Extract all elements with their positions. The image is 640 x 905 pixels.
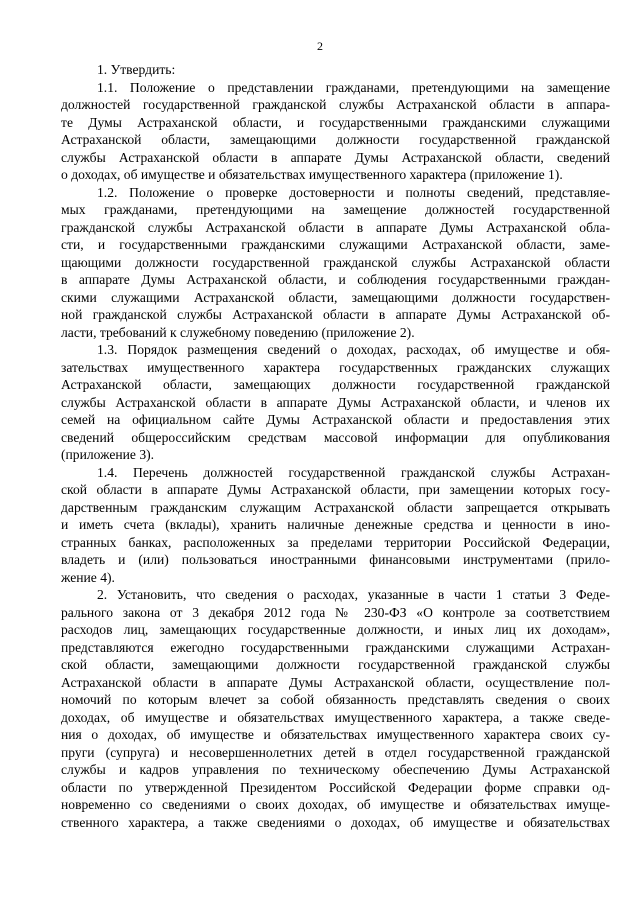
- text-line: сведений общероссийским средствам массовой информации для опубликования: [61, 429, 610, 445]
- text-line: новременно со сведениями о своих доходах, об имуществе и обязательствах имуще-: [61, 797, 610, 812]
- text-line: щающими должности государственной гражданской службы Астраханской области: [61, 254, 610, 270]
- text-line: представляются ежегодно государственными гражданскими служащими Астрахан-: [61, 639, 610, 655]
- text-line: о доходах, об имуществе и обязательствах имущественного характера (приложение 1).: [61, 167, 563, 182]
- page-number: 2: [317, 39, 323, 53]
- paragraph: [61, 341, 610, 464]
- paragraph: [61, 586, 610, 831]
- text-line: области по утвержденной Президентом Российской Федерации форме справки од-: [61, 779, 610, 795]
- text-line: Астраханской области в аппарате Думы Астраханской области, осуществление пол-: [61, 674, 610, 690]
- text-line: сти, и государственными гражданскими служащими Астраханской области, заме-: [61, 237, 610, 252]
- text-line: зательствах имущественного характера государственных гражданских служащих: [61, 359, 610, 375]
- text-line: пруги (супруга) и несовершеннолетних детей в отдел государственной гражданской: [61, 744, 610, 760]
- text-line: (приложение 3).: [61, 447, 155, 462]
- text-line: мых гражданами, претендующими на замещение должностей государственной: [61, 202, 610, 217]
- text-line: ния о доходах, об имуществе и обязательствах имущественного характера своих су-: [61, 727, 610, 742]
- text-line: номочий по которым влечет за собой обязанность представлять сведения о своих: [61, 692, 610, 707]
- text-line: семей на официальном сайте Думы Астраханской области и предоставления этих: [61, 412, 610, 427]
- text-line: рального закона от 3 декабря 2012 года № 230-ФЗ «О контроле за соответствием: [61, 604, 610, 620]
- text-line: 1.1. Положение о представлении гражданами, претендующими на замещение: [97, 79, 610, 95]
- text-line: и иметь счета (вклады), хранить наличные денежные средства и ценности в ино-: [61, 517, 610, 532]
- text-line: должностей государственной гражданской службы Астраханской области в аппара-: [61, 97, 610, 112]
- text-line: жение 4).: [61, 569, 115, 585]
- text-line: владеть и (или) пользоваться иностранными финансовыми инструментами (прило-: [61, 552, 610, 567]
- text-line: 1.4. Перечень должностей государственной гражданской службы Астрахан-: [97, 464, 610, 480]
- text-line: ласти, требований к служебному поведению (приложение 2).: [61, 324, 415, 340]
- text-line: расходов лиц, замещающих государственные должности, и иных лиц их доходам»,: [61, 622, 610, 637]
- text-line: ской области в аппарате Думы Астраханской области, при замещении которых госу-: [61, 482, 610, 497]
- text-line: доходах, об имуществе и обязательствах имущественного характера, а также сведе-: [61, 709, 610, 725]
- text-line: скими служащими Астраханской области, замещающими должности государствен-: [61, 289, 610, 305]
- paragraph: [61, 61, 610, 79]
- text-line: службы Астраханской области в аппарате Думы Астраханской области, сведений: [61, 149, 610, 165]
- text-line: ной гражданской службы Астраханской области в аппарате Думы Астраханской об-: [61, 307, 610, 322]
- text-line: в аппарате Думы Астраханской области, и соблюдения государственными граждан-: [61, 272, 610, 287]
- text-line: 1.3. Порядок размещения сведений о доходах, расходах, об имуществе и обя-: [97, 342, 610, 357]
- text-line: ской области, замещающими должности государственной гражданской службы: [61, 657, 610, 672]
- text-line: службы и кадров управления по техническому обеспечению Думы Астраханской: [61, 762, 610, 777]
- text-line: Астраханской области, замещающими должности государственной гражданской: [61, 132, 610, 147]
- text-line: 2. Установить, что сведения о расходах, указанные в части 1 статьи 3 Феде-: [97, 587, 610, 602]
- text-line: гражданской службы Астраханской области в аппарате Думы Астраханской обла-: [61, 219, 610, 235]
- text-line: Астраханской области, замещающих должности государственной гражданской: [61, 377, 610, 392]
- text-line: ственного характера, а также сведениями о доходах, об имуществе и обязательствах: [61, 814, 610, 830]
- text-line: 1. Утвердить:: [97, 62, 176, 77]
- paragraph: [61, 79, 610, 184]
- text-line: 1.2. Положение о проверке достоверности и полноты сведений, представляе-: [97, 184, 610, 200]
- text-line: те Думы Астраханской области, и государственными гражданскими служащими: [61, 114, 610, 130]
- text-line: службы Астраханской области в аппарате Думы Астраханской области, и членов их: [61, 394, 610, 410]
- text-line: дарственным гражданским служащим Астраханской области запрещается открывать: [61, 499, 610, 515]
- paragraph: [61, 464, 610, 587]
- text-line: странных банках, расположенных за пределами территории Российской Федерации,: [61, 534, 610, 550]
- document-body: [61, 61, 610, 831]
- paragraph: [61, 184, 610, 342]
